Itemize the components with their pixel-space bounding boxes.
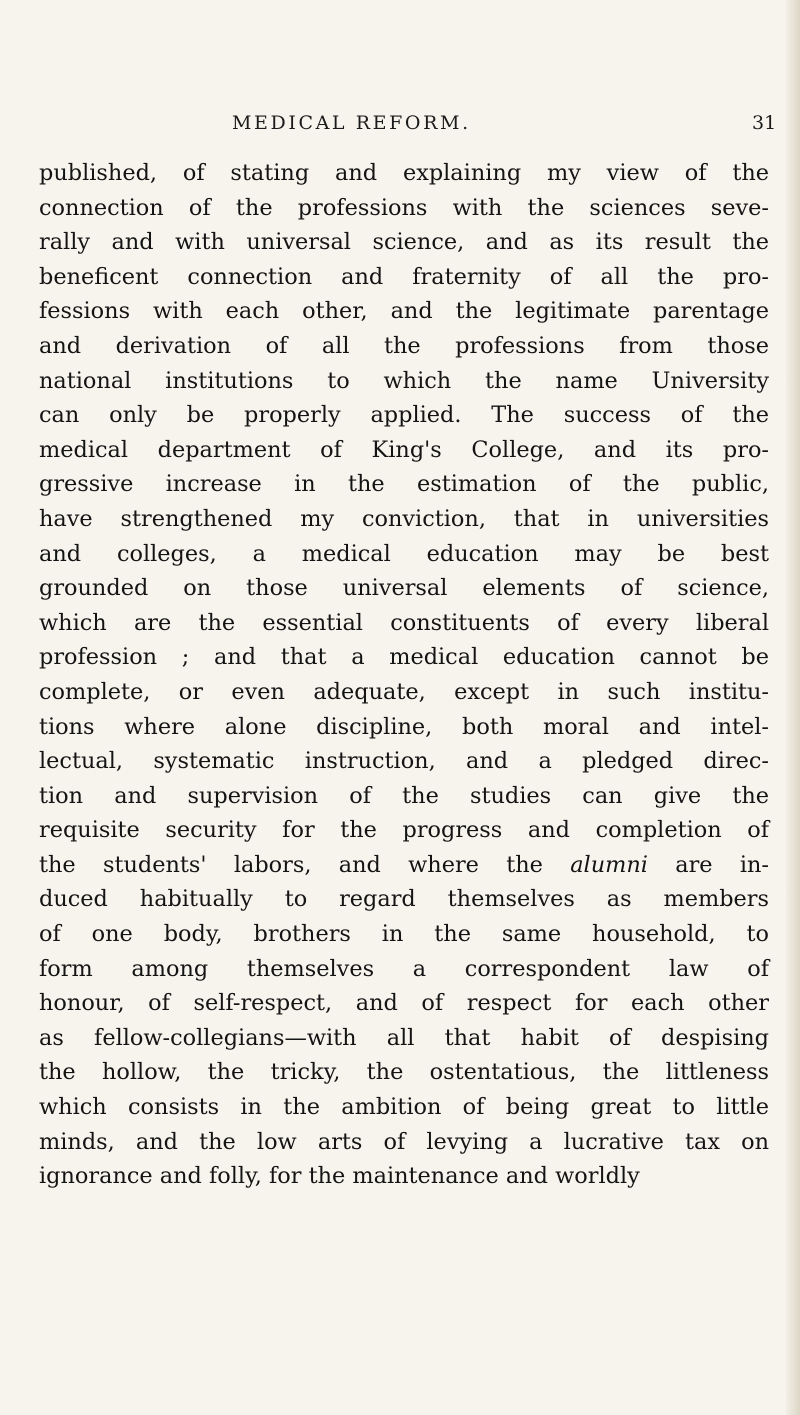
page-edge-shadow: [786, 0, 800, 1415]
running-title: MEDICAL REFORM.: [232, 112, 471, 134]
text-line: the hollow, the tricky, the ostentatious, the littleness: [39, 1059, 769, 1086]
page-number: 31: [752, 112, 777, 134]
text-line: and derivation of all the professions from those: [39, 332, 769, 359]
text-line: which consists in the ambition of being great to little: [39, 1094, 769, 1121]
text-line: of one body, brothers in the same household, to: [39, 921, 769, 948]
text-line: can only be properly applied. The success of the: [39, 402, 769, 429]
body-text: [39, 156, 769, 1194]
text-segment: are in-: [647, 851, 769, 878]
text-line: tions where alone discipline, both moral and intel-: [39, 713, 769, 740]
text-line: profession ; and that a medical education cannot be: [39, 644, 769, 671]
running-head: [0, 112, 800, 142]
text-line: honour, of self-respect, and of respect for each other: [39, 990, 769, 1017]
text-line: fessions with each other, and the legitimate parentage: [39, 298, 769, 325]
text-line: complete, or even adequate, except in such institu-: [39, 678, 769, 705]
text-line: medical department of King's College, and its pro-: [39, 436, 769, 463]
text-line: national institutions to which the name University: [39, 367, 769, 394]
text-line: beneficent connection and fraternity of all the pro-: [39, 263, 769, 290]
text-line: have strengthened my conviction, that in universities: [39, 505, 769, 532]
text-line: rally and with universal science, and as its result the: [39, 229, 769, 256]
text-line: form among themselves a correspondent law of: [39, 955, 769, 982]
text-line: which are the essential constituents of every liberal: [39, 609, 769, 636]
text-line-with-italic: [39, 848, 769, 883]
text-line: as fellow-collegians—with all that habit of despising: [39, 1024, 769, 1051]
italic-word-alumni: alumni: [570, 851, 648, 878]
text-line: lectual, systematic instruction, and a pledged direc-: [39, 748, 769, 775]
text-segment: the students' labors, and where the: [39, 851, 571, 878]
text-line: connection of the professions with the sciences seve-: [39, 194, 769, 221]
text-line: gressive increase in the estimation of the public,: [39, 471, 769, 498]
text-line: minds, and the low arts of levying a lucrative tax on: [39, 1128, 769, 1155]
text-line: published, of stating and explaining my view of the: [39, 160, 769, 186]
text-line: tion and supervision of the studies can give the: [39, 782, 769, 809]
text-line: grounded on those universal elements of science,: [39, 575, 769, 602]
text-line: ignorance and folly, for the maintenance and worldly: [39, 1163, 640, 1190]
text-line: duced habitually to regard themselves as members: [39, 886, 769, 913]
text-line: and colleges, a medical education may be best: [39, 540, 769, 567]
text-line: requisite security for the progress and completion of: [39, 817, 769, 844]
